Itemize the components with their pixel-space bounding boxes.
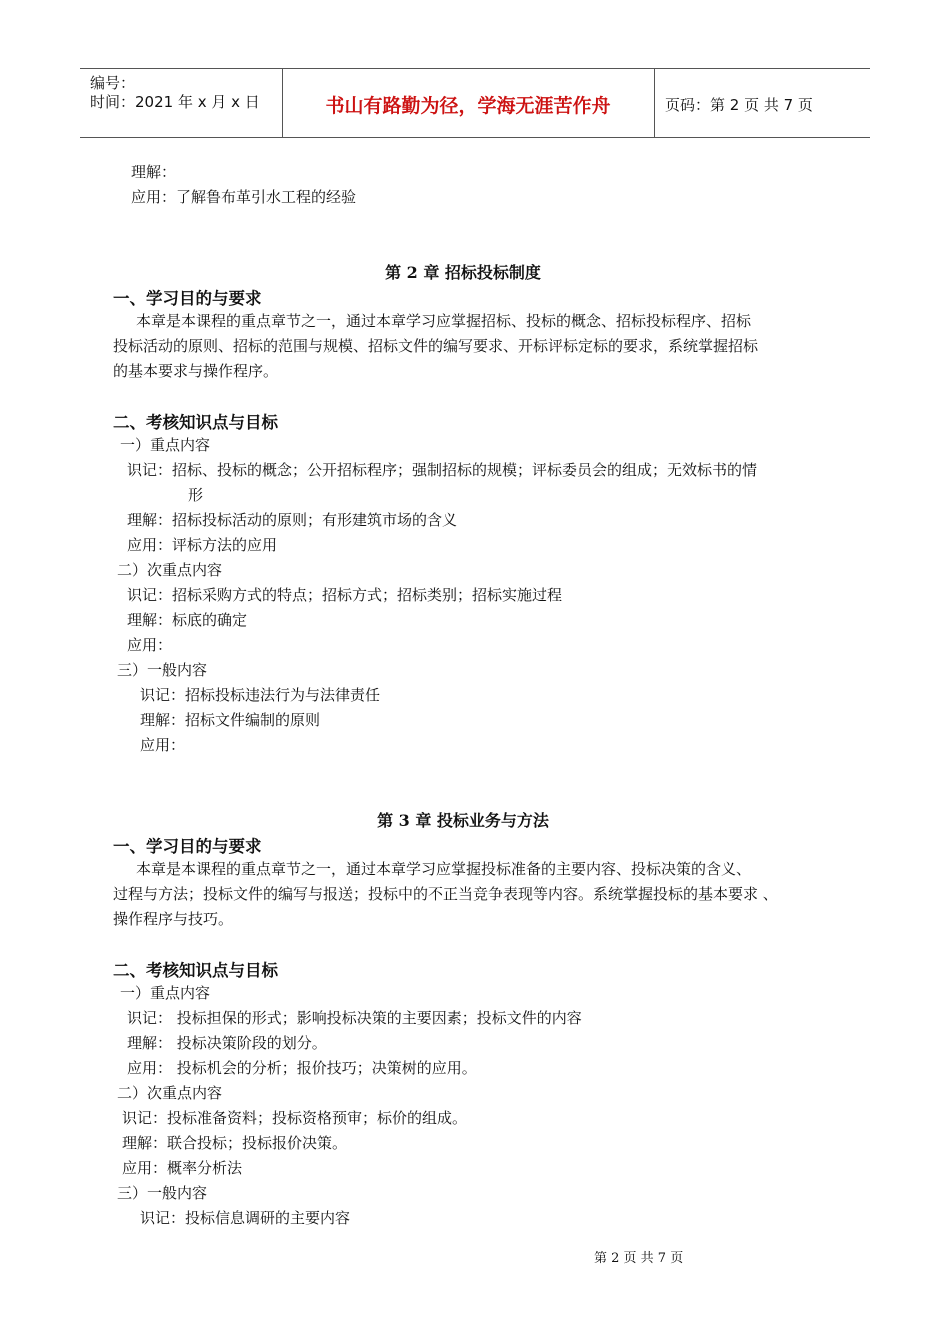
chapter2-para-line-3: 的基本要求与操作程序。 — [113, 362, 279, 380]
chapter3-sub-recall: 识记：投标准备资料；投标资格预审；标价的组成。 — [122, 1109, 468, 1127]
chapter2-key-understand: 理解：招标投标活动的原则；有形建筑市场的含义 — [127, 511, 458, 529]
chapter2-para-line-1: 本章是本课程的重点章节之一，通过本章学习应掌握招标、投标的概念、招标投标程序、招标 — [136, 312, 752, 330]
intro-apply: 应用：了解鲁布革引水工程的经验 — [131, 188, 357, 206]
chapter2-para-line-2: 投标活动的原则、招标的范围与规模、招标文件的编写要求、开标评标定标的要求，系统掌握招标 — [113, 337, 759, 355]
chapter2-key-recall: 识记：招标、投标的概念；公开招标程序；强制招标的规模；评标委员会的组成；无效标书的情 — [127, 461, 758, 479]
chapter3-title: 第 3 章 投标业务与方法 — [377, 811, 549, 830]
chapter2-sub-apply: 应用： — [127, 636, 173, 654]
chapter3-sub-understand: 理解：联合投标；投标报价决策。 — [122, 1134, 348, 1152]
chapter2-section1-paragraph — [113, 309, 853, 384]
chapter3-para-line-2: 过程与方法；投标文件的编写与报送；投标中的不正当竞争表现等内容。系统掌握投标的基本要求 、 — [113, 885, 778, 903]
chapter3-gen-title: 三）一般内容 — [117, 1184, 208, 1202]
chapter3-key-recall: 识记： 投标担保的形式；影响投标决策的主要因素；投标文件的内容 — [127, 1009, 582, 1027]
chapter2-section2-title: 二、考核知识点与目标 — [113, 413, 278, 432]
chapter3-para-line-3: 操作程序与技巧。 — [113, 910, 234, 928]
header-info-cell — [80, 69, 283, 137]
number-label: 编号： — [90, 74, 136, 92]
chapter2-section1-title: 一、学习目的与要求 — [113, 289, 262, 308]
chapter2-gen-apply: 应用： — [140, 736, 186, 754]
chapter3-section1-title: 一、学习目的与要求 — [113, 837, 262, 856]
page-footer: 第 2 页 共 7 页 — [594, 1251, 684, 1266]
chapter2-key-recall-cont: 形 — [188, 486, 204, 504]
chapter2-gen-understand: 理解：招标文件编制的原则 — [140, 711, 321, 729]
chapter3-key-title: 一）重点内容 — [120, 984, 211, 1002]
chapter3-key-apply: 应用： 投标机会的分析；报价技巧；决策树的应用。 — [127, 1059, 477, 1077]
date-label: 时间：2021 年 x 月 x 日 — [90, 93, 260, 111]
chapter2-sub-understand: 理解：标底的确定 — [127, 611, 248, 629]
chapter2-sub-recall: 识记：招标采购方式的特点；招标方式；招标类别；招标实施过程 — [127, 586, 563, 604]
header-motto-cell — [282, 69, 655, 137]
chapter2-sub-title: 二）次重点内容 — [117, 561, 223, 579]
chapter2-gen-title: 三）一般内容 — [117, 661, 208, 679]
motto-text: 书山有路勤为径，学海无涯苦作舟 — [325, 95, 611, 117]
chapter3-key-understand: 理解： 投标决策阶段的划分。 — [127, 1034, 327, 1052]
chapter2-gen-recall: 识记：招标投标违法行为与法律责任 — [140, 686, 381, 704]
chapter2-key-apply: 应用：评标方法的应用 — [127, 536, 278, 554]
chapter2-key-title: 一）重点内容 — [120, 436, 211, 454]
chapter3-section1-paragraph — [113, 857, 853, 932]
chapter2-title: 第 2 章 招标投标制度 — [385, 263, 541, 282]
chapter3-sub-apply: 应用：概率分析法 — [122, 1159, 243, 1177]
intro-understand: 理解： — [131, 163, 177, 181]
document-header — [80, 68, 870, 138]
header-page-cell — [655, 69, 870, 137]
chapter3-gen-recall: 识记：投标信息调研的主要内容 — [140, 1209, 351, 1227]
chapter3-sub-title: 二）次重点内容 — [117, 1084, 223, 1102]
chapter3-para-line-1: 本章是本课程的重点章节之一，通过本章学习应掌握投标准备的主要内容、投标决策的含义、 — [136, 860, 752, 878]
chapter3-section2-title: 二、考核知识点与目标 — [113, 961, 278, 980]
page-number-label: 页码：第 2 页 共 7 页 — [665, 96, 813, 114]
